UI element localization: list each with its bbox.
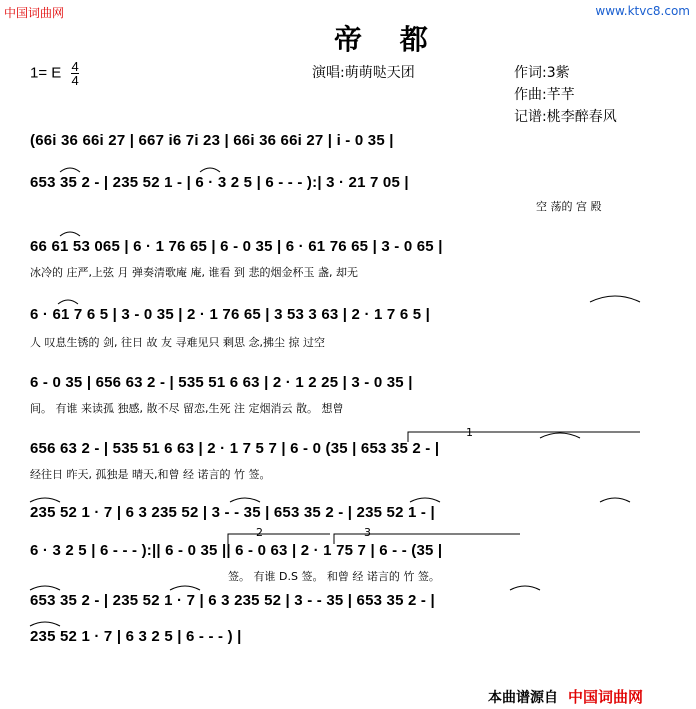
volta-3-label: 3: [364, 526, 371, 539]
staff-line-7: 235 52 1 · 7 | 6 3 235 52 | 3 - - 35 | 653 35 2 - | 235 52 1 - |: [30, 504, 435, 521]
transcriber-credit: 记谱:桃李醉春风: [514, 109, 617, 125]
key-signature: [30, 60, 79, 87]
volta-bracket: [408, 432, 640, 442]
time-signature: [71, 60, 78, 87]
staff-line-1: (66i 36 66i 27 | 667 i6 7i 23 | 66i 36 66i 27 | i - 0 35 |: [30, 132, 394, 149]
slur-mark: [590, 296, 640, 302]
time-bottom: 4: [71, 73, 79, 88]
slur-mark: [30, 586, 60, 590]
slur-mark: [410, 498, 440, 502]
slur-mark: [170, 586, 200, 590]
lyric-line-4: 人 叹息生锈的 剑, 往日 故 友 寻难见只 剩思 念,拂尘 掠 过空: [30, 336, 325, 349]
song-title: 帝 都: [334, 23, 442, 56]
volta-1-label: 1: [466, 426, 473, 439]
staff-line-6: 656 63 2 - | 535 51 6 63 | 2 · 1 7 5 7 | 6 - 0 (35 | 653 35 2 - |: [30, 440, 440, 457]
staff-line-4: 6 · 61 7 6 5 | 3 - 0 35 | 2 · 1 76 65 | 3 53 3 63 | 2 · 1 7 6 5 |: [30, 306, 431, 323]
composer-credit: 作曲:芊芊: [514, 87, 575, 103]
footer-label: 本曲谱源自: [488, 690, 558, 706]
staff-line-10: 235 52 1 · 7 | 6 3 2 5 | 6 - - - ) |: [30, 628, 242, 645]
watermark-top-left: 中国词曲网: [4, 6, 65, 20]
staff-line-5: 6 - 0 35 | 656 63 2 - | 535 51 6 63 | 2 · 1 2 25 | 3 - 0 35 |: [30, 374, 413, 391]
slur-mark: [230, 498, 260, 502]
footer-credit: [488, 686, 643, 707]
slur-mark: [600, 498, 630, 502]
staff-line-2: 653 35 2 - | 235 52 1 - | 6 · 3 2 5 | 6 - - - ):| 3 · 21 7 05 |: [30, 174, 409, 191]
slur-mark: [60, 168, 80, 172]
footer-site: 中国词曲网: [568, 688, 644, 706]
slur-mark: [58, 300, 78, 304]
lyric-line-2: 空 荡的 宫 殿: [536, 200, 602, 213]
staff-line-8: 6 · 3 2 5 | 6 - - - ):|| 6 - 0 35 || 6 - 0 63 | 2 · 1 75 7 | 6 - - (35 |: [30, 542, 443, 559]
lyric-line-5: 间。 有谁 来读孤 独感, 散不尽 留恋,生死 注 定烟消云 散。 想曾: [30, 402, 344, 415]
slur-mark: [30, 498, 60, 502]
lyric-line-8: 签。 有谁 D.S 签。 和曾 经 诺言的 竹 签。: [228, 570, 440, 583]
lyricist-credit: 作词:3紫: [514, 65, 570, 81]
slur-mark: [200, 168, 220, 172]
staff-line-3: 66 61 53 065 | 6 · 1 76 65 | 6 - 0 35 | 6 · 61 76 65 | 3 - 0 65 |: [30, 238, 443, 255]
slur-mark: [510, 586, 540, 590]
key-label: 1= E: [30, 64, 62, 82]
watermark-top-right: www.ktvc8.com: [595, 4, 690, 18]
staff-line-9: 653 35 2 - | 235 52 1 · 7 | 6 3 235 52 | 3 - - 35 | 653 35 2 - |: [30, 592, 435, 609]
slur-mark: [540, 433, 580, 438]
slur-mark: [60, 232, 80, 236]
volta-2-label: 2: [256, 526, 263, 539]
singer-credit: 演唱:萌萌哒天团: [312, 65, 415, 81]
slur-mark: [30, 622, 60, 626]
time-top: 4: [71, 59, 79, 74]
lyric-line-6: 经往日 昨天, 孤独是 晴天,和曾 经 诺言的 竹 签。: [30, 468, 271, 481]
lyric-line-3: 冰冷的 庄严,上弦 月 弹奏清歌庵 庵, 谁看 到 悲的烟金杯玉 盏, 却无: [30, 266, 358, 279]
